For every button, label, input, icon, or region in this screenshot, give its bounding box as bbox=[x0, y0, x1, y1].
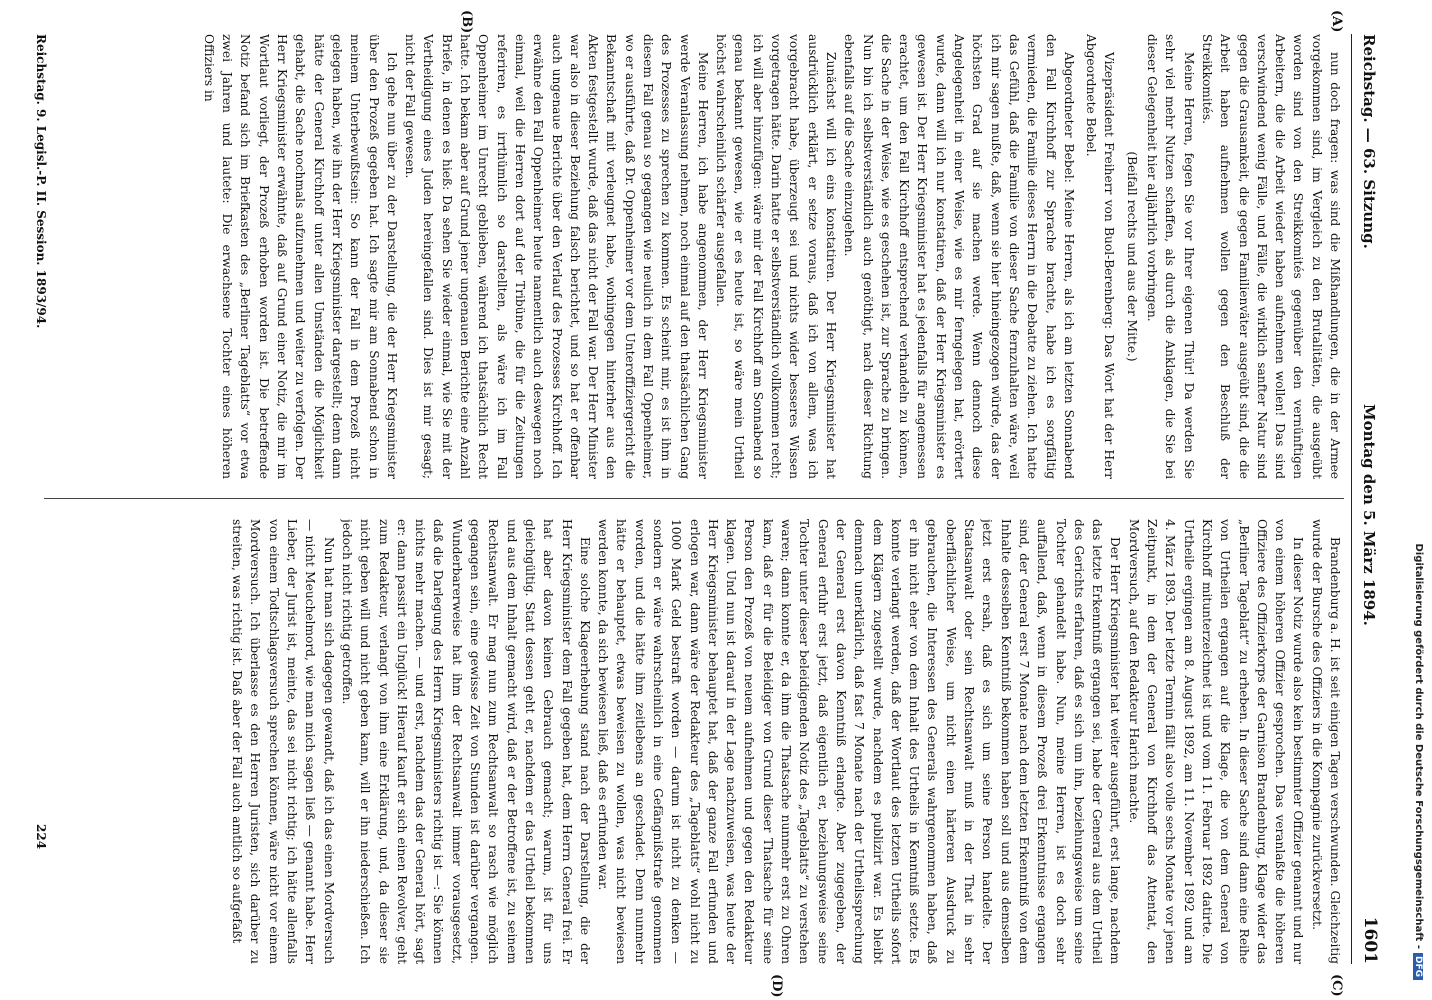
dfg-logo: DFG bbox=[1413, 953, 1423, 980]
margin-marker-a: (A) bbox=[1329, 10, 1344, 33]
paragraph: Abgeordneter Bebel: Meine Herren, als ich am letzten Sonnabend den Fall Kirchhoff zur Sprache brachte, habe ich es sorgfältig vermieden, die Familie dieses Herrn in die Debatte zu ziehen. Ich hatte das Gefühl, daß die Familie von dieser Sache fernzuhalten wäre, weil ich mir sagen mußte, daß, wenn sie hier hineingezogen würde, das der höchsten Grad auf sie machen werde. Wenn dennoch diese Angelegenheit in einer Weise, wie es mir ferngelegen hat, erörtert wurde, dann will ich nur konstatiren, daß der Herr Kriegsminister es gewesen ist. Der Herr Kriegsminister hat es jedenfalls für angemessen erachtet, um den Fall Kirchhoff entsprechend verhandeln zu können, die Sache in der Weise, wie es geschehen ist, zur Sprache zu bringen. Nun bin ich selbstverständlich auch genöthigt, nach dieser Richtung ebenfalls auf die Sache einzugehen. bbox=[842, 34, 1076, 479]
paragraph: Meine Herren, ich habe angenommen, der Herr Kriegsminister werde Veranlassung nehmen, noch einmal auf den thatsächlichen Gang des Prozesses zu sprechen zu kommen. Es scheint mir, es ist ihm in diesem Fall genau so gegangen wie neulich in dem Fall Oppenheimer, wo er ausführte, daß Dr. Oppenheimer vor dem Unteroffiziergericht die Bekanntschaft mit verleugnet habe, wohingegen hinterher aus den Akten festgestellt wurde, daß das nicht der Fall war. Der Herr Minister war also in dieser Beziehung falsch berichtet, und so hat er offenbar auch ungenaue Berichte über den Verlauf des Prozesses Kirchhoff. Ich erwähne den Fall Oppenheimer heute namentlich auch deswegen noch einmal, weil die Herren dort auf der Tribüne, die für die Zeitungen referiren, es irrthümlich so darstellten, als wäre ich im Fall Oppenheimer im Unrecht geblieben, während ich thatsächlich Recht hatte. Ich bekam aber auf Grund jener ungenauen Berichte eine Anzahl Briefe, in denen es hieß: Da sehen Sie wieder einmal, wie Sie mit der Vertheidigung eines Juden hereingefallen sind. Dies ist mir gesagt; nicht der Fall gewesen. bbox=[403, 34, 710, 479]
footer-legislature: Reichstag. 9. Legisl.-P. II. Session. 1893/94. bbox=[34, 34, 48, 329]
digitization-credit-text: Digitalisierung gefördert durch die Deutsche Forschungsgemeinschaft - bbox=[1413, 543, 1424, 949]
page-footer bbox=[28, 34, 48, 964]
paragraph: In dieser Notiz wurde also kein bestimmter Offizier genannt und nur von einem höheren Offizier gesprochen. Das veranlaßte die höheren Offiziere des Offizierkorps der Garnison Brandenburg, Klage wider das „Berliner Tageblatt“ zu erheben. In dieser Sache sind dann eine Reihe von Urtheilen ergangen auf die Klage, die von dem General von Kirchhoff mitunterzeichnet ist und vom 11. Februar 1892 datirte. Die Urtheile ergingen am 8. August 1892, am 11. November 1892 und am 4. März 1893. Der letzte Termin fällt also volle sechs Monate vor jenen Zeitpunkt, in dem der General von Kirchhoff das Attentat, den Mordversuch, auf den Redakteur Harich machte. bbox=[1126, 519, 1306, 964]
left-column bbox=[44, 34, 1344, 479]
paragraph: nun doch fragen: was sind die Mißhandlungen, die in der Armee vorgekommen sind, im Vergleich zu den Brutalitäten, die ausgeübt worden sind von den Streikkomités gegenüber den vernünftigen Arbeitern, die die Arbeit wieder haben aufnehmen wollen! Das sind verschwindend wenig Fälle, und Fälle, die wirklich sanfter Natur sind gegen die Grausamkeit, die gegen Familienväter ausgeübt sind, die die Arbeit haben aufnehmen wollen gegen den Beschluß der Streikkomités. bbox=[1199, 34, 1342, 479]
paragraph: Zunächst will ich eins konstatiren. Der Herr Kriegsminister hat ausdrücklich erklärt, er setze voraus, daß ich von allem, was ich vorgebracht habe, überzeugt sei und nichts wider besseres Wissen vorgetragen hätte. Darin hatte er selbstverständlich vollkommen recht; ich will aber hinzufügen: wäre mir der Fall Kirchhoff am Sonnabend so genau bekannt gewesen, wie er es heute ist, so wäre mein Urtheil höchst wahrscheinlich schärfer ausgefallen. bbox=[714, 34, 838, 479]
margin-marker-d: (D) bbox=[769, 974, 784, 998]
paragraph: Ich gehe nun über zu der Darstellung, die der Herr Kriegsminister über den Prozeß gegeben hat. Ich sagte mir am Sonnabend schon in meinem Unterbewußtsein: So kann der Fall in dem Prozeß nicht gelegen haben, wie ihn der Herr Kriegsminister dargestellt; denn dann hätte der General Kirchhoff unter allen Umständen die Möglichkeit gehabt, die Sache nochmals aufzunehmen und weiter zu verfolgen. Der Herr Kriegsminister erwähnte, daß auf Grund einer Notiz, die mir im Wortlaut vorliegt, der Prozeß erhoben worden ist. Die betreffende Notiz befand sich im Briefkasten des „Berliner Tageblatts“ vor etwa zwei Jahren und lautete: Die erwachsene Tochter eines höheren Offiziers in bbox=[201, 34, 399, 479]
column-divider bbox=[44, 498, 1344, 499]
page-number: 1601 bbox=[1360, 916, 1380, 964]
paragraph: Meine Herren, fegen Sie vor Ihrer eigenen Thür! Da werden Sie sehr viel mehr Nutzen schaffen, als durch die Anklagen, die Sie bei dieser Gelegenheit hier alljährlich vorbringen. bbox=[1145, 34, 1196, 479]
margin-marker-c: (C) bbox=[1329, 974, 1344, 997]
header-session: Reichstag. — 63. Sitzung. bbox=[1360, 34, 1378, 249]
paragraph: Der Herr Kriegsminister hat weiter ausgeführt, erst lange, nachdem das letzte Erkenntniß ergangen sei, habe der General aus dem Urtheil des Gerichts erfahren, daß es sich um ihn, beziehungsweise um seine Tochter gehandelt habe. Nun, meine Herren, ist es doch sehr auffallend, daß, wenn in diesem Prozeß drei Erkenntnisse ergangen sind, der General erst 7 Monate nach dem letzten Erkenntniß von dem Inhalte desselben Kenntniß bekommen haben soll und aus demselben jetzt erst ersah, daß es sich um seine Person handelte. Der Staatsanwalt oder sein Rechtsanwalt muß in der That in sehr oberflächlicher Weise, um nicht einen härteren Ausdruck zu gebrauchen, die Interessen des Generals wahrgenommen haben, daß er ihn nicht eher von dem Inhalt des Urtheils in Kenntniß setzte. Es konnte verlangt werden, daß der Wortlaut des letzten Urtheils sofort dem Klägern zugestellt wurde, nachdem es publizirt war. Es bleibt demnach unerklärlich, daß fast 7 Monate nach der Urtheilssprechung der General erst davon Kenntniß erlangte. Aber zugegeben, der General erfuhr erst jetzt, daß eigentlich er, beziehungsweise seine Tochter unter dieser beleidigenden Notiz des „Tageblatts“ zu verstehen waren; dann konnte er, da ihm die Thatsache nunmehr erst zu Ohren kam, daß er für die Beleidiger von Grund dieser Thatsache für seine Person den Prozeß von neuem aufnehmen und gegen den Redakteur klagen. Und nun ist darauf in der Lage nachzuweisen, was heute der Herr Kriegsminister behauptet hat, daß der ganze Fall erfunden und erlogen war, dann wäre der Redakteur des „Tageblatts“ wohl nicht zu 1000 Mark Geld bestraft worden — darum ist nicht zu denken — sondern er wäre wahrscheinlich in eine Gefängnißstrafe genommen worden, und die hätte ihm zeitlebens an geschadet. Denn nunmehr hätte er behauptet, etwas beweisen zu wollen, was nicht bewiesen werden konnte, da sich bewiesen ließ, daß es erfunden war. bbox=[596, 519, 1123, 964]
page-header bbox=[1351, 34, 1396, 964]
text-body bbox=[44, 10, 1344, 998]
footer-signature-number: 224 bbox=[34, 824, 48, 850]
paragraph: (Beifall rechts und aus der Mitte.) bbox=[1124, 151, 1139, 362]
right-column bbox=[44, 519, 1344, 964]
digitization-credit bbox=[1402, 20, 1424, 980]
header-date: Montag den 5. März 1894. bbox=[1360, 404, 1378, 626]
margin-marker-b: (B) bbox=[459, 10, 474, 34]
paragraph: Eine solche Klageerhebung stand nach der Darstellung, die der Herr Kriegsminister dem Fall gegeben hat, dem Herrn General frei. Er hat aber davon keinen Gebrauch gemacht; warum, ist für uns gleichgültig. Statt dessen geht er, nachdem er das Urtheil bekommen und aus dem Inhalt gemacht wird, daß er der Betroffene ist, zu seinem Rechtsanwalt. Er mag nun zum Rechtsanwalt so rasch wie möglich gegangen sein, eine gewisse Zeit von Stunden ist darüber vergangen. Wunderbarerweise hat ihm der Rechtsanwalt immer vorausgesetzt, daß die Darlegung des Herrn Kriegsministers richtig ist —: Sie können nichts mehr machen. — und erst, nachdem das der General hört, sagt er: dann passirt ein Unglück! Hierauf kauft er sich einen Revolver, geht zum Redakteur, verlangt von ihm eine Erklärung, und, da dieser sie nicht geben will und nicht geben kann, will er ihn niederschießen. Ich jedoch nicht richtig getroffen. bbox=[339, 519, 592, 964]
paragraph: Brandenburg a. H. ist seit einigen Tagen verschwunden. Gleichzeitig wurde der Bursche des Offiziers in die Kompagnie zurückversetzt. bbox=[1309, 519, 1342, 964]
paragraph: Nun hat man sich dagegen gewandt, daß ich das einen Mordversuch — nicht Meuchelmord, wie man mich sagen ließ — genannt habe. Herr Lieber, der Jurist ist, meinte, das sei nicht richtig; ich hätte allenfalls von einem Todtschlagsversuch sprechen können, wäre nicht vor einem Mordversuch. Ich überlasse es den Herren Juristen, sich darüber zu streiten, was richtig ist. Daß aber der Fall auch amtlich so aufgefaßt bbox=[230, 519, 336, 964]
paragraph: Vizepräsident Freiherr von Buol-Berenberg: Das Wort hat der Herr Abgeordnete Bebel. bbox=[1084, 34, 1117, 479]
